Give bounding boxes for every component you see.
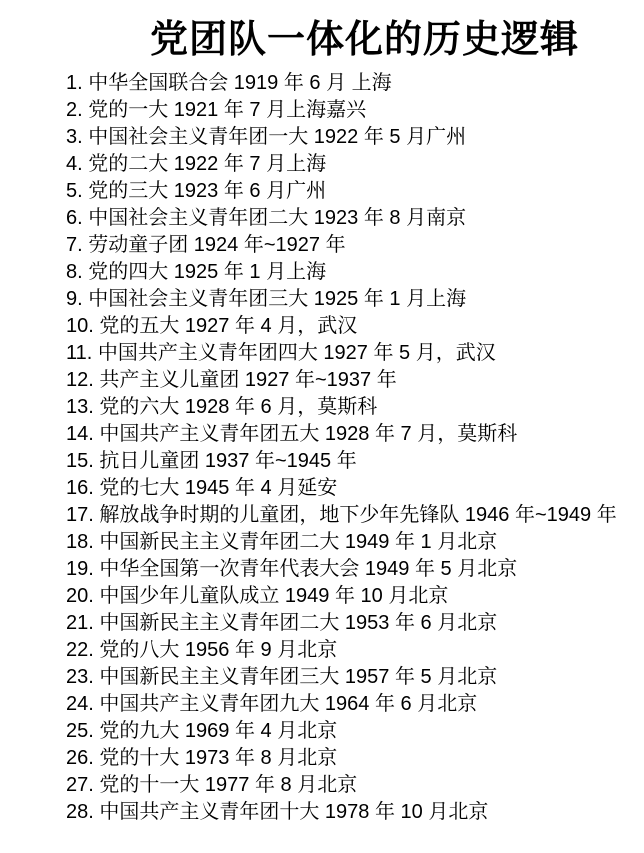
list-item: 18. 中国新民主主义青年团二大 1949 年 1 月北京 bbox=[66, 531, 498, 553]
list-item: 9. 中国社会主义青年团三大 1925 年 1 月上海 bbox=[66, 288, 467, 310]
list-item: 19. 中华全国第一次青年代表大会 1949 年 5 月北京 bbox=[66, 558, 518, 580]
list-item: 7. 劳动童子团 1924 年~1927 年 bbox=[66, 234, 346, 256]
list-item: 26. 党的十大 1973 年 8 月北京 bbox=[66, 747, 338, 769]
list-item: 17. 解放战争时期的儿童团，地下少年先锋队 1946 年~1949 年 bbox=[66, 504, 617, 526]
list-item: 25. 党的九大 1969 年 4 月北京 bbox=[66, 720, 338, 742]
list-item: 1. 中华全国联合会 1919 年 6 月 上海 bbox=[66, 72, 392, 94]
list-item: 12. 共产主义儿童团 1927 年~1937 年 bbox=[66, 369, 397, 391]
list-item: 11. 中国共产主义青年团四大 1927 年 5 月，武汉 bbox=[66, 342, 496, 364]
list-item: 13. 党的六大 1928 年 6 月，莫斯科 bbox=[66, 396, 378, 418]
list-item: 10. 党的五大 1927 年 4 月，武汉 bbox=[66, 315, 358, 337]
list-item: 16. 党的七大 1945 年 4 月延安 bbox=[66, 477, 338, 499]
list-item: 14. 中国共产主义青年团五大 1928 年 7 月，莫斯科 bbox=[66, 423, 518, 445]
event-list bbox=[0, 70, 644, 826]
list-item: 6. 中国社会主义青年团二大 1923 年 8 月南京 bbox=[66, 207, 467, 229]
document-page bbox=[0, 20, 644, 853]
list-item: 22. 党的八大 1956 年 9 月北京 bbox=[66, 639, 338, 661]
list-item: 27. 党的十一大 1977 年 8 月北京 bbox=[66, 774, 358, 796]
list-item: 4. 党的二大 1922 年 7 月上海 bbox=[66, 153, 327, 175]
list-item: 28. 中国共产主义青年团十大 1978 年 10 月北京 bbox=[66, 801, 489, 823]
list-item: 15. 抗日儿童团 1937 年~1945 年 bbox=[66, 450, 357, 472]
list-item: 21. 中国新民主主义青年团二大 1953 年 6 月北京 bbox=[66, 612, 498, 634]
list-item: 3. 中国社会主义青年团一大 1922 年 5 月广州 bbox=[66, 126, 467, 148]
page-title: 党团队一体化的历史逻辑 bbox=[150, 19, 580, 61]
list-item: 20. 中国少年儿童队成立 1949 年 10 月北京 bbox=[66, 585, 449, 607]
list-item: 24. 中国共产主义青年团九大 1964 年 6 月北京 bbox=[66, 693, 478, 715]
list-item: 23. 中国新民主主义青年团三大 1957 年 5 月北京 bbox=[66, 666, 498, 688]
list-item: 5. 党的三大 1923 年 6 月广州 bbox=[66, 180, 327, 202]
list-item: 2. 党的一大 1921 年 7 月上海嘉兴 bbox=[66, 99, 367, 121]
list-item: 8. 党的四大 1925 年 1 月上海 bbox=[66, 261, 327, 283]
